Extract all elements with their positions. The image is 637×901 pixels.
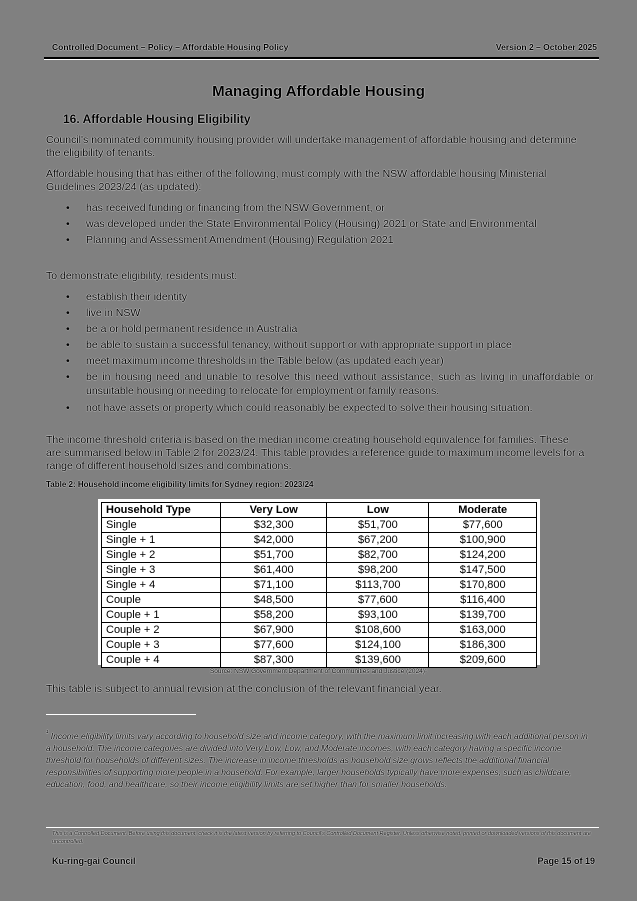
footer-organisation: Ku-ring-gai Council — [52, 856, 136, 866]
household-type: Single + 1 — [102, 533, 221, 548]
list-item: • be able to sustain a successful tenancy, without support or with appropriate support in place — [46, 337, 594, 353]
low-limit: $124,100 — [327, 638, 429, 653]
household-type: Couple + 2 — [102, 623, 221, 638]
page-footer — [52, 856, 595, 866]
very-low-limit: $71,100 — [221, 578, 327, 593]
very-low-limit: $67,900 — [221, 623, 327, 638]
moderate-limit: $163,000 — [429, 623, 537, 638]
moderate-limit: $139,700 — [429, 608, 537, 623]
table-row — [102, 518, 537, 533]
low-limit: $77,600 — [327, 593, 429, 608]
household-type: Single — [102, 518, 221, 533]
page-header — [52, 42, 597, 52]
moderate-limit: $209,600 — [429, 653, 537, 668]
table-header-row — [102, 503, 537, 518]
funding-criteria-list — [46, 200, 594, 248]
moderate-limit: $77,600 — [429, 518, 537, 533]
column-header-low: Low — [327, 503, 429, 518]
guidelines-paragraph: Affordable housing that has either of the following, must comply with the NSW affordable housing Ministerial Guidelines 2023/24 (as updated): — [46, 168, 547, 193]
household-type: Couple — [102, 593, 221, 608]
footnote — [46, 727, 591, 790]
low-limit: $51,700 — [327, 518, 429, 533]
footer-divider — [46, 827, 599, 828]
household-type: Single + 4 — [102, 578, 221, 593]
table-caption: Table 2: Household income eligibility limits for Sydney region: 2023/24 — [46, 480, 314, 489]
intro-paragraph: Council's nominated community housing provider will undertake management of affordable housing and determine the eligibility of tenants. — [46, 134, 577, 159]
income-table-container — [98, 499, 540, 665]
page-title: Managing Affordable Housing — [212, 83, 425, 100]
low-limit: $108,600 — [327, 623, 429, 638]
table-row — [102, 563, 537, 578]
list-item: • not have assets or property which could reasonably be expected to solve their housing situation. — [46, 400, 594, 416]
low-limit: $139,600 — [327, 653, 429, 668]
low-limit: $67,200 — [327, 533, 429, 548]
demonstrate-eligibility-intro: To demonstrate eligibility, residents must: — [46, 270, 238, 282]
very-low-limit: $58,200 — [221, 608, 327, 623]
list-item: • be in housing need and unable to resolve this need without assistance, such as living in unaffordable or unsuitable housing or needing to relocate for employment or family reasons. — [46, 370, 594, 398]
income-threshold-paragraph: The income threshold criteria is based on the median income creating household equivalence for families. These are summarised below in Table 2 for 2023/24. This table provides a reference guide to maximum income levels for a range of different household sizes and combinations. — [46, 434, 585, 472]
table-row — [102, 638, 537, 653]
list-item: • be a or hold permanent residence in Australia — [46, 321, 594, 337]
low-limit: $82,700 — [327, 548, 429, 563]
list-item: • live in NSW — [46, 305, 594, 321]
moderate-limit: $116,400 — [429, 593, 537, 608]
very-low-limit: $42,000 — [221, 533, 327, 548]
moderate-limit: $100,900 — [429, 533, 537, 548]
header-version: Version 2 – October 2025 — [495, 42, 597, 52]
income-eligibility-table — [101, 502, 537, 668]
low-limit: $113,700 — [327, 578, 429, 593]
list-item: • meet maximum income thresholds in the Table below (as updated each year) — [46, 353, 594, 369]
controlled-document-disclaimer: This is a Controlled Document. Before using this document, check it is the latest version by referring to Council's Controlled Document Register. Unless otherwise noted, printed or downloaded versions of this document are uncontrolled. — [52, 831, 591, 845]
section-number: 16. — [63, 112, 80, 126]
moderate-limit: $186,300 — [429, 638, 537, 653]
eligibility-criteria-list — [46, 289, 594, 416]
column-header-very-low: Very Low — [221, 503, 327, 518]
low-limit: $93,100 — [327, 608, 429, 623]
table-row — [102, 653, 537, 668]
section-title: Affordable Housing Eligibility — [82, 112, 251, 126]
table-source: Source: NSW Government Department of Communities and Justice (2024)¹ — [209, 668, 428, 675]
moderate-limit: $170,800 — [429, 578, 537, 593]
table-row — [102, 623, 537, 638]
column-header-household-type: Household Type — [102, 503, 221, 518]
very-low-limit: $51,700 — [221, 548, 327, 563]
header-divider — [44, 57, 599, 60]
footnote-text: Income eligibility limits vary according to household size and income category, with the maximum limit increasing with each additional person in a household. The income categories are divided into Very Low, Low, and Moderate incomes, with each category having a specific income threshold for households of different sizes. The increase in income thresholds as household size grows reflects the additional financial responsibilities of supporting more people in a household. For example, larger households typically have more expenses, such as childcare, education, food, and healthcare, so their income eligibility limits are set higher than for smaller households. — [46, 730, 588, 789]
revision-note: This table is subject to annual revision at the conclusion of the relevant financial year. — [46, 683, 442, 695]
header-document-title: Controlled Document – Policy – Affordable Housing Policy — [52, 42, 289, 52]
very-low-limit: $77,600 — [221, 638, 327, 653]
table-row — [102, 548, 537, 563]
table-row — [102, 578, 537, 593]
very-low-limit: $32,300 — [221, 518, 327, 533]
household-type: Single + 2 — [102, 548, 221, 563]
table-row — [102, 608, 537, 623]
household-type: Single + 3 — [102, 563, 221, 578]
very-low-limit: $61,400 — [221, 563, 327, 578]
footnote-divider — [46, 714, 196, 715]
household-type: Couple + 4 — [102, 653, 221, 668]
table-row — [102, 593, 537, 608]
very-low-limit: $87,300 — [221, 653, 327, 668]
list-item: • establish their identity — [46, 289, 594, 305]
household-type: Couple + 1 — [102, 608, 221, 623]
moderate-limit: $124,200 — [429, 548, 537, 563]
very-low-limit: $48,500 — [221, 593, 327, 608]
footnote-marker: ¹ — [46, 729, 49, 737]
table-row — [102, 533, 537, 548]
list-item: • was developed under the State Environmental Policy (Housing) 2021 or State and Environmental — [46, 216, 594, 232]
list-item: • has received funding or financing from the NSW Government, or — [46, 200, 594, 216]
moderate-limit: $147,500 — [429, 563, 537, 578]
page-number: Page 15 of 19 — [537, 856, 595, 866]
low-limit: $98,200 — [327, 563, 429, 578]
household-type: Couple + 3 — [102, 638, 221, 653]
list-item: • Planning and Assessment Amendment (Housing) Regulation 2021 — [46, 232, 594, 248]
column-header-moderate: Moderate — [429, 503, 537, 518]
section-heading — [63, 112, 251, 126]
